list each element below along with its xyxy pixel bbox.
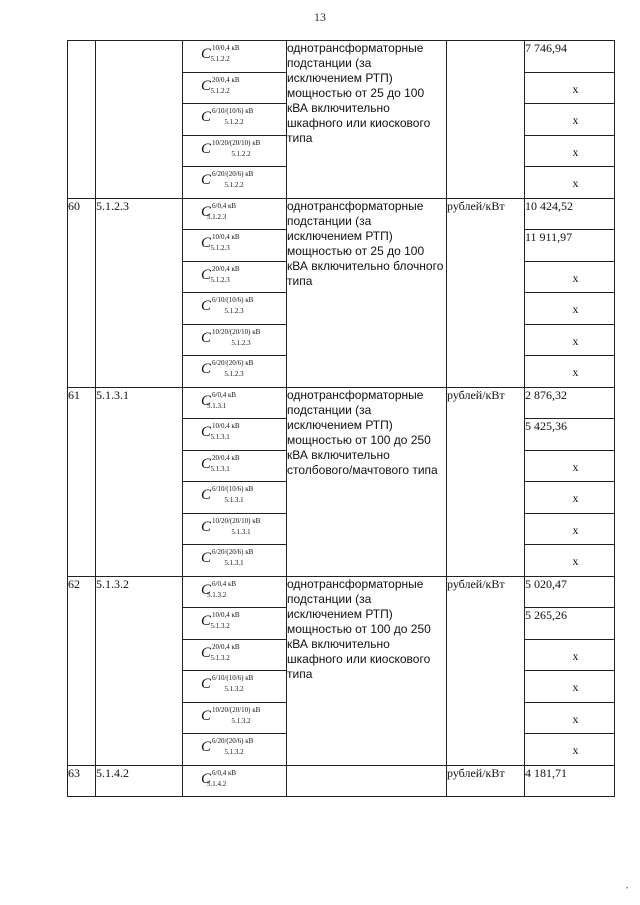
rate-symbol	[183, 135, 287, 167]
symbol-letter: C	[201, 361, 212, 377]
row-number	[68, 41, 96, 199]
rate-symbol	[183, 513, 287, 545]
rate-value: x	[525, 450, 615, 482]
substation-description: однотрансформаторные подстанции (за исключением РТП) мощностью от 25 до 100 кВА включительно шкафного или киоскового типа	[287, 41, 447, 199]
rate-value: x	[525, 734, 615, 766]
code-subscript: 5.1.2.3	[210, 244, 230, 252]
voltage-superscript: 6/10/(10/6) кВ	[212, 674, 254, 682]
symbol-letter: C	[201, 203, 212, 220]
rate-symbol	[183, 482, 287, 514]
rate-value: 2 876,32	[525, 387, 615, 419]
code-subscript: 5.1.3.1	[207, 401, 227, 410]
voltage-superscript: 10/0,4 кВ	[212, 422, 240, 430]
voltage-superscript: 6/20/(20/6) кВ	[212, 359, 254, 367]
rate-symbol	[183, 639, 287, 671]
symbol-letter: C	[201, 707, 212, 724]
symbol-letter: C	[201, 424, 212, 440]
rate-symbol	[183, 576, 287, 608]
voltage-superscript: 10/0,4 кВ	[212, 44, 240, 52]
rate-symbol	[183, 765, 287, 797]
code-subscript: 5.1.2.3	[210, 275, 230, 284]
unit-cell: рублей/кВт	[447, 198, 525, 387]
code-subscript: 5.1.2.3	[224, 370, 244, 378]
symbol-letter: C	[201, 140, 212, 157]
unit-cell: рублей/кВт	[447, 576, 525, 765]
voltage-superscript: 20/0,4 кВ	[212, 453, 240, 462]
rate-value: x	[525, 261, 615, 293]
unit-cell: рублей/кВт	[447, 387, 525, 576]
code-subscript: 5.1.3.1	[210, 464, 230, 473]
substation-description: однотрансформаторные подстанции (за исключением РТП) мощностью от 100 до 250 кВА включительно шкафного или киоскового типа	[287, 576, 447, 765]
symbol-letter: C	[201, 518, 212, 535]
code-subscript: 5.1.2.2	[224, 181, 244, 189]
rate-symbol	[183, 41, 287, 73]
voltage-superscript: 20/0,4 кВ	[212, 264, 240, 273]
footer-mark: •	[626, 886, 629, 892]
rate-symbol	[183, 293, 287, 325]
voltage-superscript: 6/0,4 кВ	[212, 768, 237, 777]
rate-symbol	[183, 671, 287, 703]
rate-value: x	[525, 324, 615, 356]
voltage-superscript: 10/20/(20/10) кВ	[212, 138, 261, 147]
symbol-letter: C	[201, 109, 212, 125]
code-subscript: 5.1.3.2	[210, 653, 230, 662]
rate-value: 4 181,71	[525, 765, 615, 797]
rate-value: x	[525, 356, 615, 388]
code-subscript: 5.1.2.2	[224, 118, 244, 126]
rate-symbol	[183, 324, 287, 356]
symbol-letter: C	[201, 392, 212, 409]
rate-symbol	[183, 608, 287, 640]
row-number: 62	[68, 576, 96, 765]
rate-symbol	[183, 545, 287, 577]
rate-value: 10 424,52	[525, 198, 615, 230]
symbol-letter: C	[201, 46, 212, 62]
voltage-superscript: 6/10/(10/6) кВ	[212, 485, 254, 493]
code-subscript: 5.1.2.2	[210, 86, 230, 95]
rate-value: x	[525, 135, 615, 167]
rate-value: x	[525, 72, 615, 104]
unit-cell: рублей/кВт	[447, 765, 525, 797]
rate-symbol	[183, 419, 287, 451]
table-row	[68, 387, 615, 419]
voltage-superscript: 6/20/(20/6) кВ	[212, 548, 254, 556]
table-row	[68, 765, 615, 797]
voltage-superscript: 6/0,4 кВ	[212, 201, 237, 210]
symbol-letter: C	[201, 235, 212, 251]
item-code: 5.1.2.3	[96, 198, 183, 387]
unit-cell	[447, 41, 525, 199]
symbol-letter: C	[201, 676, 212, 692]
substation-description	[287, 765, 447, 797]
symbol-letter: C	[201, 329, 212, 346]
rate-value: 5 265,26	[525, 608, 615, 640]
item-code: 5.1.4.2	[96, 765, 183, 797]
symbol-letter: C	[201, 172, 212, 188]
code-subscript: 5.1.3.2	[207, 590, 227, 599]
rate-symbol	[183, 72, 287, 104]
substation-description: однотрансформаторные подстанции (за исключением РТП) мощностью от 100 до 250 кВА включительно столбового/мачтового типа	[287, 387, 447, 576]
voltage-superscript: 10/20/(20/10) кВ	[212, 705, 261, 714]
code-subscript: 5.1.3.2	[210, 622, 230, 630]
code-subscript: 5.1.2.3	[224, 307, 244, 315]
rate-value: x	[525, 293, 615, 325]
code-subscript: 5.1.2.2	[231, 149, 251, 158]
item-code	[96, 41, 183, 199]
code-subscript: 5.1.3.2	[224, 748, 244, 756]
code-subscript: 5.1.2.3	[207, 212, 227, 221]
rate-symbol	[183, 387, 287, 419]
rate-symbol	[183, 450, 287, 482]
rate-value: 11 911,97	[525, 230, 615, 262]
voltage-superscript: 6/20/(20/6) кВ	[212, 737, 254, 745]
code-subscript: 5.1.2.2	[210, 55, 230, 63]
rate-symbol	[183, 702, 287, 734]
rate-symbol	[183, 198, 287, 230]
voltage-superscript: 10/0,4 кВ	[212, 233, 240, 241]
row-number: 61	[68, 387, 96, 576]
voltage-superscript: 6/0,4 кВ	[212, 579, 237, 588]
voltage-superscript: 10/0,4 кВ	[212, 611, 240, 619]
rate-symbol	[183, 356, 287, 388]
symbol-letter: C	[201, 613, 212, 629]
symbol-letter: C	[201, 487, 212, 503]
symbol-letter: C	[201, 298, 212, 314]
table-row	[68, 41, 615, 73]
code-subscript: 5.1.3.1	[210, 433, 230, 441]
code-subscript: 5.1.3.1	[224, 496, 244, 504]
symbol-letter: C	[201, 739, 212, 755]
rate-value: x	[525, 167, 615, 199]
symbol-letter: C	[201, 266, 212, 283]
rate-value: x	[525, 702, 615, 734]
rate-value: 5 020,47	[525, 576, 615, 608]
symbol-letter: C	[201, 644, 212, 661]
tariff-table	[67, 40, 615, 797]
symbol-letter: C	[201, 550, 212, 566]
substation-description: однотрансформаторные подстанции (за исключением РТП) мощностью от 25 до 100 кВА включительно блочного типа	[287, 198, 447, 387]
rate-value: x	[525, 671, 615, 703]
rate-value: 7 746,94	[525, 41, 615, 73]
voltage-superscript: 6/0,4 кВ	[212, 390, 237, 399]
symbol-letter: C	[201, 455, 212, 472]
rate-symbol	[183, 104, 287, 136]
voltage-superscript: 10/20/(20/10) кВ	[212, 516, 261, 525]
rate-value: x	[525, 513, 615, 545]
code-subscript: 5.1.3.1	[231, 527, 251, 536]
table-row	[68, 576, 615, 608]
row-number: 63	[68, 765, 96, 797]
code-subscript: 5.1.3.2	[231, 716, 251, 725]
page-number: 13	[314, 10, 326, 24]
code-subscript: 5.1.3.1	[224, 559, 244, 567]
rate-symbol	[183, 261, 287, 293]
voltage-superscript: 20/0,4 кВ	[212, 75, 240, 84]
symbol-letter: C	[201, 770, 212, 787]
item-code: 5.1.3.2	[96, 576, 183, 765]
voltage-superscript: 6/10/(10/6) кВ	[212, 296, 254, 304]
code-subscript: 5.1.2.3	[231, 338, 251, 347]
row-number: 60	[68, 198, 96, 387]
voltage-superscript: 6/20/(20/6) кВ	[212, 170, 254, 178]
symbol-letter: C	[201, 581, 212, 598]
rate-value: 5 425,36	[525, 419, 615, 451]
voltage-superscript: 10/20/(20/10) кВ	[212, 327, 261, 336]
rate-value: x	[525, 104, 615, 136]
voltage-superscript: 6/10/(10/6) кВ	[212, 107, 254, 115]
rate-value: x	[525, 639, 615, 671]
rate-symbol	[183, 167, 287, 199]
symbol-letter: C	[201, 77, 212, 94]
rate-symbol	[183, 734, 287, 766]
table-row	[68, 198, 615, 230]
rate-symbol	[183, 230, 287, 262]
item-code: 5.1.3.1	[96, 387, 183, 576]
code-subscript: 5.1.4.2	[207, 779, 227, 788]
voltage-superscript: 20/0,4 кВ	[212, 642, 240, 651]
rate-value: x	[525, 482, 615, 514]
code-subscript: 5.1.3.2	[224, 685, 244, 693]
rate-value: x	[525, 545, 615, 577]
